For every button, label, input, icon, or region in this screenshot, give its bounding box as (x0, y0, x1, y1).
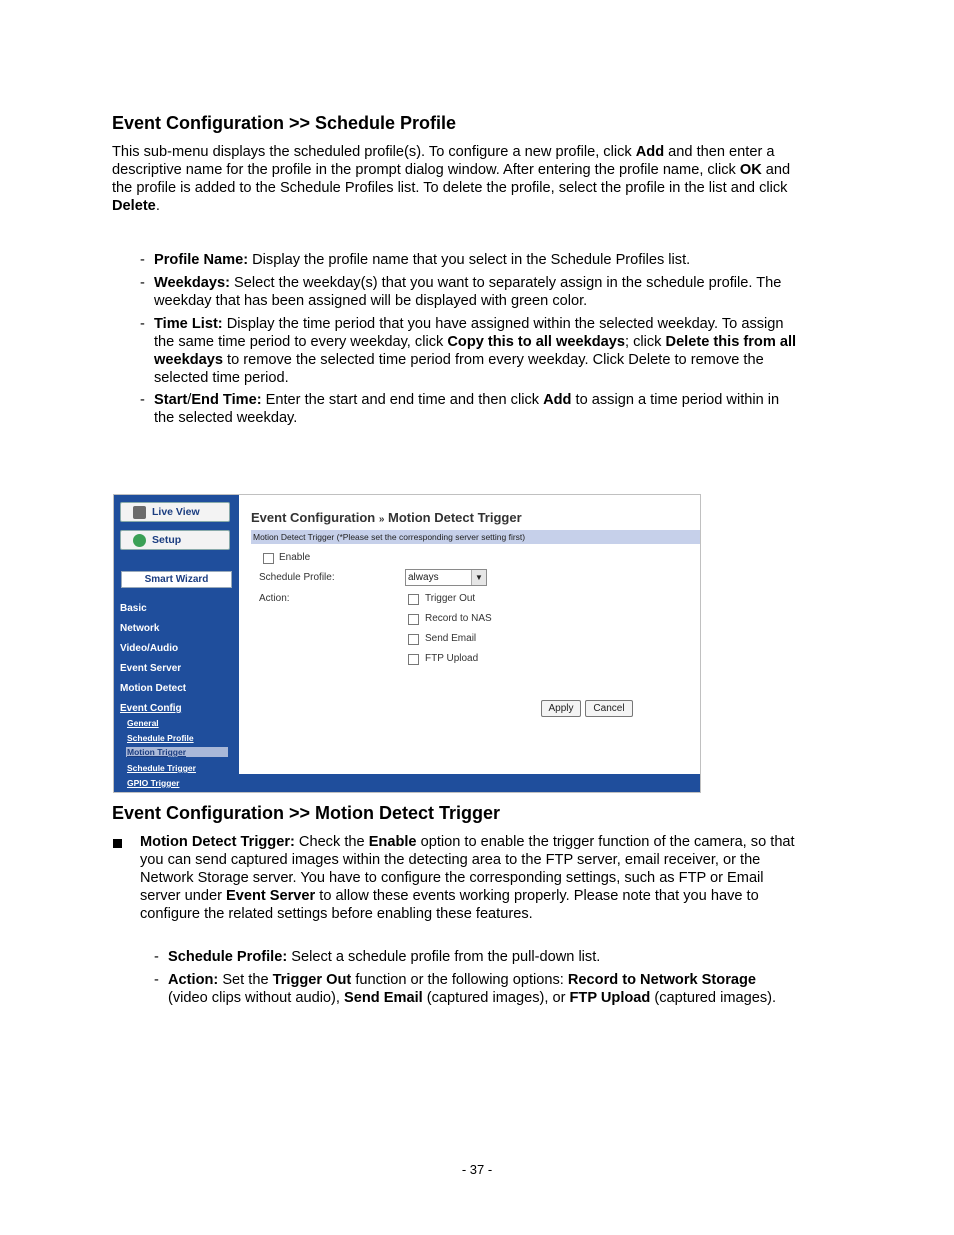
nav-motion-detect[interactable]: Motion Detect (120, 683, 187, 694)
section-heading-schedule-profile: Event Configuration >> Schedule Profile (112, 113, 457, 133)
subnav-schedule-trigger[interactable]: Schedule Trigger (127, 763, 196, 773)
enable-checkbox[interactable] (263, 553, 274, 564)
send-email-checkbox[interactable] (408, 634, 419, 645)
nav-event-config[interactable]: Event Config (120, 703, 182, 714)
enable-label: Enable (279, 552, 311, 563)
panel-title: Event Configuration » Motion Detect Trigger (251, 510, 522, 525)
ftp-upload-label: FTP Upload (425, 653, 479, 664)
schedule-profile-label: Schedule Profile: (259, 572, 335, 583)
setup-button[interactable]: Setup (120, 530, 230, 550)
motion-detect-paragraph: Motion Detect Trigger: Check the Enable option to enable the trigger function of the camera, so that you can send captured images within the detecting area to the FTP server, email receiver, or the Network Storage server. You have to configure the corresponding settings, such as FTP or Email server under Event Server to allow these events working properly. Please note that you have to configure the related settings before enabling these features. (140, 834, 795, 922)
info-bar: Motion Detect Trigger (*Please set the corresponding server setting first) (251, 530, 701, 544)
section-heading-motion-detect-trigger: Event Configuration >> Motion Detect Trigger (112, 803, 501, 823)
trigger-out-checkbox[interactable] (408, 594, 419, 605)
nav-network[interactable]: Network (120, 623, 160, 634)
action-label: Action: (259, 593, 290, 604)
page-number: - 37 - (461, 1162, 493, 1177)
panel-footer-bar (239, 774, 701, 793)
config-panel (239, 495, 701, 774)
subnav-gpio-trigger[interactable]: GPIO Trigger (127, 778, 180, 788)
live-view-button[interactable]: Live View (120, 502, 230, 522)
motion-trigger-screenshot (113, 494, 701, 793)
subnav-schedule-profile[interactable]: Schedule Profile (127, 733, 194, 743)
nav-video-audio[interactable]: Video/Audio (120, 643, 179, 654)
sidebar (114, 495, 239, 793)
smart-wizard-button[interactable]: Smart Wizard (121, 571, 232, 588)
nav-event-server[interactable]: Event Server (120, 663, 182, 674)
trigger-out-label: Trigger Out (425, 593, 476, 604)
square-bullet-icon (113, 839, 122, 848)
cancel-button[interactable]: Cancel (585, 700, 633, 717)
subnav-motion-trigger[interactable]: Motion Trigger (126, 747, 228, 757)
ftp-upload-checkbox[interactable] (408, 654, 419, 665)
chevron-down-icon: ▼ (471, 570, 486, 585)
schedule-profile-select[interactable]: always ▼ (405, 569, 487, 586)
apply-button[interactable]: Apply (541, 700, 581, 717)
subnav-general[interactable]: General (127, 718, 159, 728)
gear-icon (133, 534, 146, 547)
intro-paragraph: This sub-menu displays the scheduled profile(s). To configure a new profile, click Add and then enter a descriptive name for the profile in the prompt dialog window. After entering the profile name, click OK and the profile is added to the Schedule Profiles list. To delete the profile, select the profile in the list and click Delete. (112, 144, 791, 214)
nav-basic[interactable]: Basic (120, 603, 147, 614)
camera-icon (133, 506, 146, 519)
record-nas-label: Record to NAS (425, 613, 492, 624)
record-nas-checkbox[interactable] (408, 614, 419, 625)
send-email-label: Send Email (425, 633, 477, 644)
